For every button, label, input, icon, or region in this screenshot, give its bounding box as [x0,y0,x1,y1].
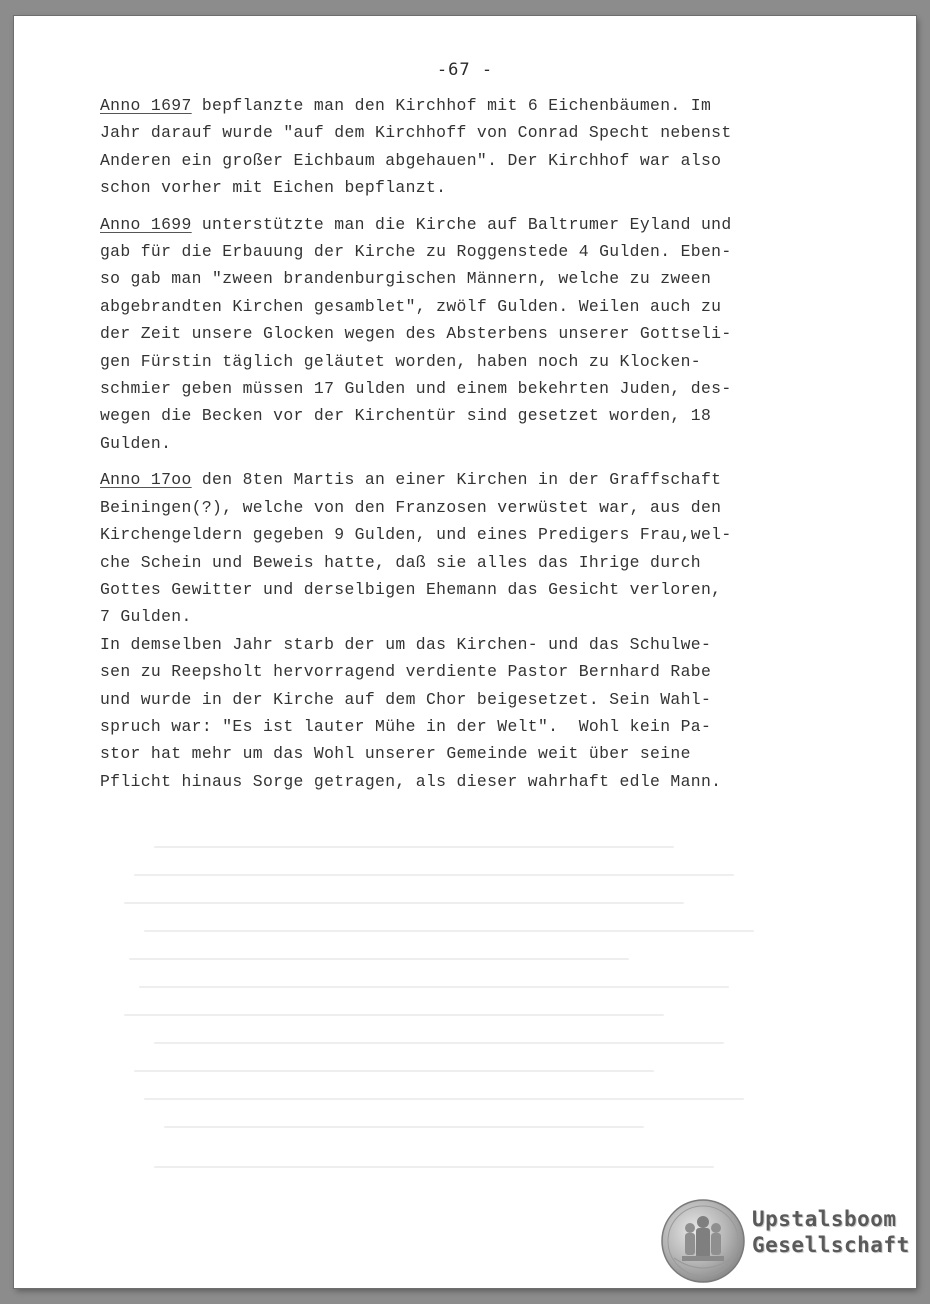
text-line: In demselben Jahr starb der um das Kirchen- und das Schulwe- [100,634,712,654]
document-page [14,16,916,1288]
text-line: schmier geben müssen 17 Gulden und einem bekehrten Juden, des- [100,379,732,399]
text-line: sen zu Reepsholt hervorragend verdiente Pastor Bernhard Rabe [100,662,712,682]
line-text: den 8ten Martis an einer Kirchen in der Graffschaft [191,470,722,490]
text-line [100,92,820,119]
text-line [100,211,820,238]
year-heading: Anno 17oo [100,470,192,490]
year-heading: Anno 1699 [100,214,192,234]
text-line: gab für die Erbauung der Kirche zu Roggenstede 4 Gulden. Eben- [100,242,732,262]
text-line: Kirchengeldern gegeben 9 Gulden, und eines Predigers Frau,wel- [100,525,732,545]
page-number: -67 - [436,60,494,80]
paragraph-gap [100,202,820,211]
reverse-side-bleed-through [114,836,814,1196]
text-line: schon vorher mit Eichen bepflanzt. [100,178,447,198]
paragraph [100,92,820,202]
text-line: so gab man "zween brandenburgischen Männern, welche zu zween [100,269,712,289]
paragraph [100,466,820,795]
text-line: stor hat mehr um das Wohl unserer Gemeinde weit über seine [100,744,691,764]
text-line: spruch war: "Es ist lauter Mühe in der Welt". Wohl kein Pa- [100,716,712,736]
watermark-line-2: Gesellschaft [752,1233,910,1257]
watermark-line-1: Upstalsboom [752,1207,897,1231]
text-line: Jahr darauf wurde "auf dem Kirchhoff von Conrad Specht nebenst [100,123,732,143]
text-line: Pflicht hinaus Sorge getragen, als dieser wahrhaft edle Mann. [100,771,722,791]
text-line: der Zeit unsere Glocken wegen des Absterbens unserer Gottseli- [100,324,732,344]
line-text: unterstützte man die Kirche auf Baltrumer Eyland und [191,214,732,234]
upstalsboom-watermark [660,1198,915,1284]
text-line: Beiningen(?), welche von den Franzosen verwüstet war, aus den [100,497,722,517]
text-line: 7 Gulden. [100,607,192,627]
text-line: gen Fürstin täglich geläutet worden, haben noch zu Klocken- [100,351,701,371]
text-line: Anderen ein großer Eichbaum abgehauen". Der Kirchhof war also [100,150,722,170]
text-line: che Schein und Beweis hatte, daß sie alles das Ihrige durch [100,552,701,572]
text-line: wegen die Becken vor der Kirchentür sind gesetzet worden, 18 [100,406,712,426]
text-line: Gulden. [100,433,172,453]
paragraph [100,211,820,458]
paragraph-gap [100,457,820,466]
watermark-text [752,1206,910,1258]
text-line [100,466,820,493]
seal-icon [660,1198,746,1284]
text-line: abgebrandten Kirchen gesamblet", zwölf Gulden. Weilen auch zu [100,296,722,316]
line-text: bepflanzte man den Kirchhof mit 6 Eichenbäumen. Im [191,96,712,115]
document-body [100,92,820,795]
year-heading: Anno 1697 [100,96,192,115]
text-line: Gottes Gewitter und derselbigen Ehemann das Gesicht verloren, [100,579,722,599]
text-line: und wurde in der Kirche auf dem Chor beigesetzet. Sein Wahl- [100,689,712,709]
